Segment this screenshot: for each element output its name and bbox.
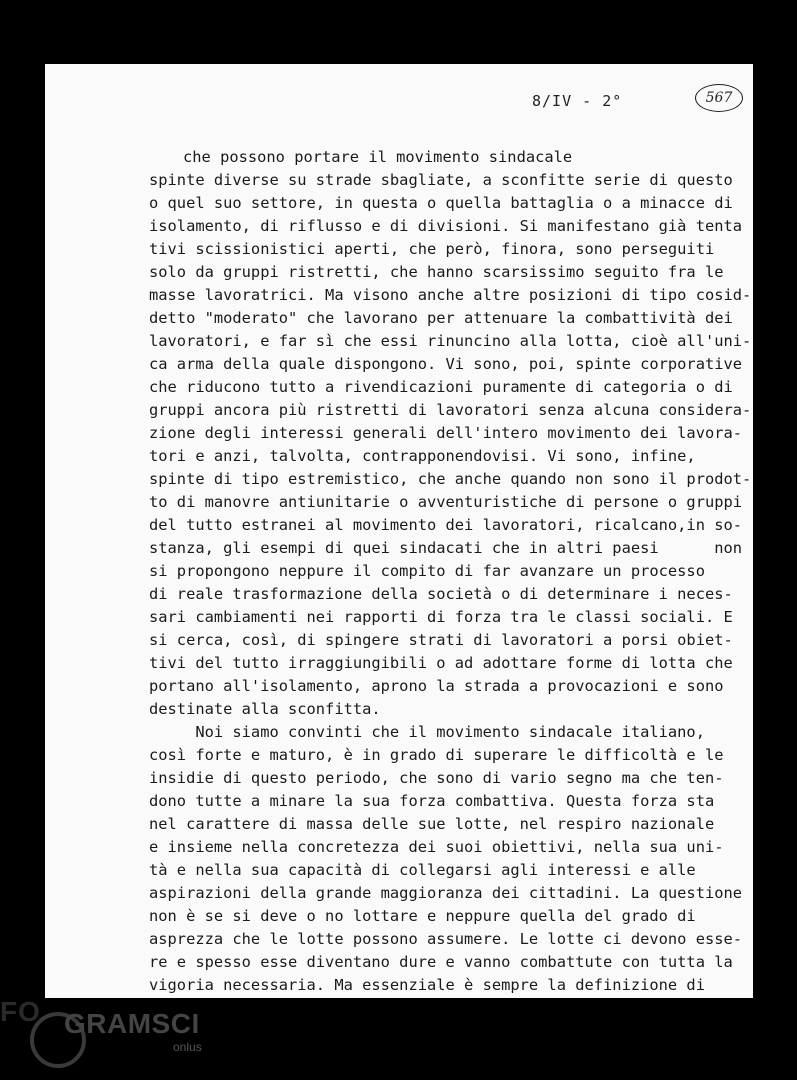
text-line: asprezza che le lotte possono assumere. Le lotte ci devono esse- [149, 930, 743, 948]
text-line: lavoratori, e far sì che essi rinuncino alla lotta, cioè all'uni- [149, 332, 752, 350]
text-line: che riducono tutto a rivendicazioni puramente di categoria o di [149, 378, 733, 396]
text-line: re e spesso esse diventano dure e vanno combattute con tutta la [149, 953, 733, 971]
text-line: non è se si deve o no lottare e neppure quella del grado di [149, 907, 696, 925]
text-line: solo da gruppi ristretti, che hanno scarsissimo seguito fra le [149, 263, 724, 281]
text-line: to di manovre antiunitarie o avventuristiche di persone o gruppi [149, 493, 743, 511]
text-line: tivi del tutto irraggiungibili o ad adottare forme di lotta che [149, 654, 733, 672]
text-line: si propongono neppure il compito di far avanzare un processo [149, 562, 705, 580]
text-line: e insieme nella concretezza dei suoi obiettivi, nella sua uni- [149, 838, 724, 856]
logo-text-gramsci: GRAMSCI [64, 1008, 200, 1039]
text-line: dono tutte a minare la sua forza combattiva. Questa forza sta [149, 792, 715, 810]
text-line: insidie di questo periodo, che sono di vario segno ma che ten- [149, 769, 724, 787]
text-line: di reale trasformazione della società o di determinare i neces- [149, 585, 733, 603]
text-line: nel carattere di massa delle sue lotte, nel respiro nazionale [149, 815, 715, 833]
text-line: masse lavoratrici. Ma visono anche altre posizioni di tipo cosid- [149, 286, 752, 304]
text-line: sari cambiamenti nei rapporti di forza tra le classi sociali. E [149, 608, 733, 626]
text-line: tori e anzi, talvolta, contrapponendovisi. Vi sono, infine, [149, 447, 696, 465]
text-line: spinte di tipo estremistico, che anche quando non sono il prodot- [149, 470, 752, 488]
text-line: così forte e maturo, è in grado di superare le difficoltà e le [149, 746, 724, 764]
text-line: zione degli interessi generali dell'intero movimento dei lavora- [149, 424, 743, 442]
text-line: portano all'isolamento, aprono la strada a provocazioni e sono [149, 677, 724, 695]
text-line: aspirazioni della grande maggioranza dei cittadini. La questione [149, 884, 743, 902]
text-line: spinte diverse su strade sbagliate, a sconfitte serie di questo [149, 171, 733, 189]
text-line: detto "moderato" che lavorano per attenuare la combattività dei [149, 309, 733, 327]
text-line: del tutto estranei al movimento dei lavoratori, ricalcano,in so- [149, 516, 743, 534]
text-line: destinate alla sconfitta. [149, 700, 381, 718]
logo-text-fo: FO [0, 996, 41, 1027]
text-line: Noi siamo convinti che il movimento sindacale italiano, [149, 723, 705, 741]
text-line: che possono portare il movimento sindacale [183, 148, 573, 166]
text-line: tà e nella sua capacità di collegarsi agli interessi e alle [149, 861, 696, 879]
text-line: isolamento, di riflusso e di divisioni. Si manifestano già tenta [149, 217, 743, 235]
text-line: gruppi ancora più ristretti di lavoratori senza alcuna considera- [149, 401, 752, 419]
text-line: tivi scissionistici aperti, che però, finora, sono perseguiti [149, 240, 715, 258]
text-line: stanza, gli esempi di quei sindacati che in altri paesi non [149, 539, 743, 557]
header-reference: 8/IV - 2° [532, 92, 623, 110]
text-line: ca arma della quale dispongono. Vi sono, poi, spinte corporative [149, 355, 743, 373]
text-line: vigoria necessaria. Ma essenziale è sempre la definizione di [149, 976, 705, 994]
page-number-stamp: 567 [695, 84, 743, 112]
text-line: si cerca, così, di spingere strati di lavoratori a porsi obiet- [149, 631, 733, 649]
fondazione-gramsci-logo [0, 990, 230, 1080]
text-line: o quel suo settore, in questa o quella battaglia o a minacce di [149, 194, 733, 212]
logo-text-onlus: onlus [173, 1040, 202, 1054]
